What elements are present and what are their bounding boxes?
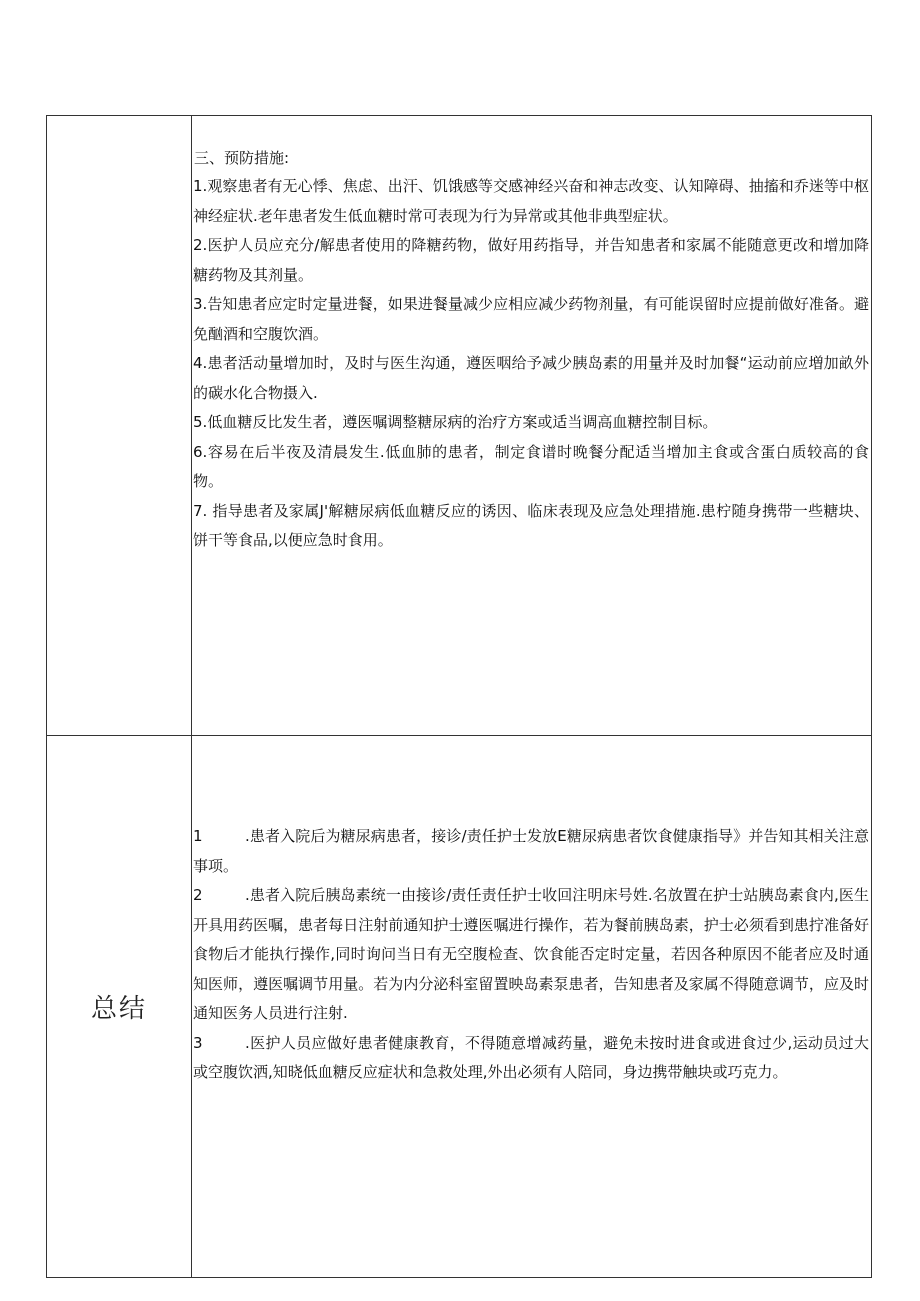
summary-item bbox=[193, 1029, 871, 1088]
prevention-item-text: 告知患者应定时定量进餐，如果进餐量减少应相应减少药物剂量，有可能误留时应提前做好准备。避免酗酒和空腹饮酒。 bbox=[193, 295, 869, 343]
prevention-item-text: 观察患者有无心悸、焦虑、出汗、饥饿感等交感神经兴奋和神志改变、认知障碍、抽搐和乔迷等中枢神经症状.老年患者发生低血糖时常可表现为行为异常或其他非典型症状。 bbox=[193, 177, 869, 225]
summary-item-text: .患者入院后为糖尿病患者，接诊/责任护士发放E糖尿病患者饮食健康指导》并告知其相关注意事项。 bbox=[193, 827, 869, 875]
prevention-item-number: 7. bbox=[193, 501, 208, 520]
prevention-item-number: 6. bbox=[193, 442, 208, 461]
prevention-label-cell bbox=[47, 116, 192, 736]
summary-item bbox=[193, 881, 871, 1029]
prevention-heading: 三、预防措施: bbox=[194, 149, 290, 167]
prevention-item bbox=[193, 438, 871, 497]
summary-item bbox=[193, 822, 871, 881]
prevention-item bbox=[193, 349, 871, 408]
summary-item-number: 2 bbox=[193, 886, 203, 904]
prevention-row bbox=[47, 116, 872, 736]
summary-content-cell bbox=[192, 736, 872, 1278]
prevention-item-text: 患者活动量增加时，及时与医生沟通，遵医咽给予减少胰岛素的用量并及时加餐“运动前应増加畝外的碳水化合物摄入. bbox=[193, 354, 869, 402]
prevention-item bbox=[193, 408, 871, 438]
summary-label: 总结 bbox=[90, 994, 147, 1024]
document-table bbox=[46, 115, 872, 1278]
prevention-item bbox=[193, 497, 871, 556]
prevention-item-number: 5. bbox=[193, 413, 208, 431]
prevention-item bbox=[193, 172, 871, 231]
prevention-item bbox=[193, 290, 871, 349]
summary-item-number: 3 bbox=[193, 1033, 203, 1052]
prevention-item-text: 医护人员应充分/解患者使用的降糖药物，做好用药指导，并告知患者和家属不能随意更改和增加降糖药物及其剂量。 bbox=[193, 236, 869, 284]
prevention-item-number: 1. bbox=[193, 177, 208, 195]
summary-item-text: .患者入院后胰岛素统一由接诊/责任责任护士收回注明床号姓.名放置在护士站胰岛素食内,医生开具用药医嘱，患者每日注射前通知护士遵医嘱进行操作，若为餐前胰岛素，护士必须看到患拧准备好食物后才能执行操作,同时询问当日有无空腹检查、饮食能否定时定量，若因各种原因不能者应及时通知医师，遵医嘱调节用量。若为内分泌科室留置映岛素泵患者，告知患者及家属不得随意调节，应及时通知医务人员进行注射. bbox=[193, 886, 869, 1022]
prevention-item bbox=[193, 231, 871, 290]
prevention-item-text: 指导患者及家属J'解糖尿病低血糖反应的诱因、临床表现及应急处理措施.患柠随身携带一些糖块、饼干等食品,以便应急时食用。 bbox=[193, 501, 869, 549]
prevention-item-number: 4. bbox=[193, 354, 208, 372]
prevention-item-text: 低血糖反比发生者，遵医嘱调整糖尿病的治疗方案或适当调高血糖控制目标。 bbox=[207, 413, 718, 431]
summary-label-cell bbox=[47, 736, 192, 1278]
prevention-item-number: 2. bbox=[193, 236, 208, 254]
summary-row bbox=[47, 736, 872, 1278]
prevention-item-text: 容易在后半夜及清晨发生.低血肺的患者，制定食谱时晚餐分配适当增加主食或含蛋白质较高的食物。 bbox=[193, 442, 869, 490]
summary-item-number: 1 bbox=[193, 827, 203, 845]
prevention-content-cell bbox=[192, 116, 872, 736]
prevention-item-number: 3. bbox=[193, 295, 208, 313]
summary-item-text: .医护人员应做好患者健康教育，不得随意增减药量，避免未按时进食或进食过少,运动员过大或空腹饮洒,知晓低血糖反应症状和急救处理,外出必须有人陪同，身边携带触块或巧克力。 bbox=[193, 1033, 869, 1081]
